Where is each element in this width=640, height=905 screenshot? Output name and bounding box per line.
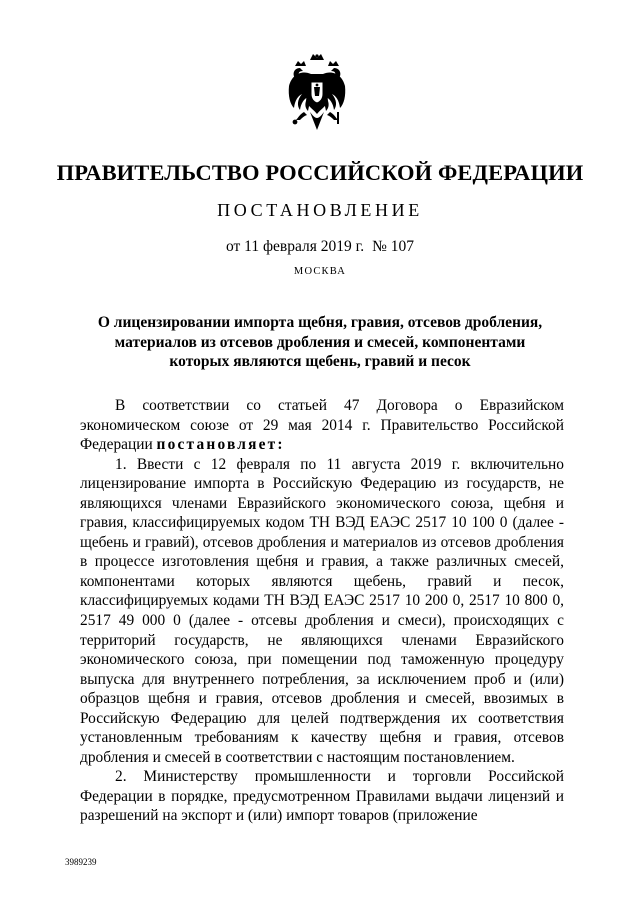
double-headed-eagle-icon <box>286 52 348 132</box>
preamble-text: В соответствии со статьей 47 Договора о Евразийском экономическом союзе от 29 мая 2014 г. Правительство Российской Федерации <box>80 397 564 454</box>
document-body <box>80 396 564 826</box>
document-subject: О лицензировании импорта щебня, гравия, отсевов дробления, материалов из отсевов дробления и смесей, компонентами которых являются щебень, гравий и песок <box>97 314 543 370</box>
paragraph-1: 1. Ввести с 12 февраля по 11 августа 2019 г. включительно лицензирование импорта в Российскую Федерацию из государств, не являющихся членами Евразийского экономического союза, щебня и гравия, классифицируемых кодом ТН ВЭД ЕАЭС 2517 10 100 0 (далее - щебень и гравий), отсевов дробления и материалов из отсевов дробления в процессе изготовления щебня и гравия, а также различных смесей, компонентами которых являются щебень, гравий и песок, классифицируемых кодами ТН ВЭД ЕАЭС 2517 10 200 0, 2517 10 800 0, 2517 49 000 0 (далее - отсевы дробления и смеси), происходящих с территорий государств, не являющихся членами Евразийского экономического союза, при помещении под таможенную процедуру выпуска для внутреннего потребления, за исключением проб и (или) образцов щебня и гравия, отсевов дробления и смесей, ввозимых в Российскую Федерацию для целей подтверждения их соответствия установленным требованиям к качеству щебня и гравия, отсевов дробления и смесей в соответствии с настоящим постановлением. <box>80 455 564 766</box>
decree-word: постановляет: <box>156 436 285 454</box>
date-number-line <box>0 238 640 256</box>
government-title: ПРАВИТЕЛЬСТВО РОССИЙСКОЙ ФЕДЕРАЦИИ <box>56 160 584 185</box>
document-date: от 11 февраля 2019 г. <box>225 238 365 255</box>
paragraph-2: 2. Министерству промышленности и торговли Российской Федерации в порядке, предусмотренном Правилами выдачи лицензий и разрешений на экспорт и (или) импорт товаров (приложение <box>80 768 564 825</box>
footer-code: 3989239 <box>65 857 97 867</box>
document-number: № 107 <box>372 238 415 255</box>
city: МОСКВА <box>293 266 347 277</box>
preamble-paragraph <box>80 396 564 455</box>
document-type: ПОСТАНОВЛЕНИЕ <box>217 200 423 220</box>
